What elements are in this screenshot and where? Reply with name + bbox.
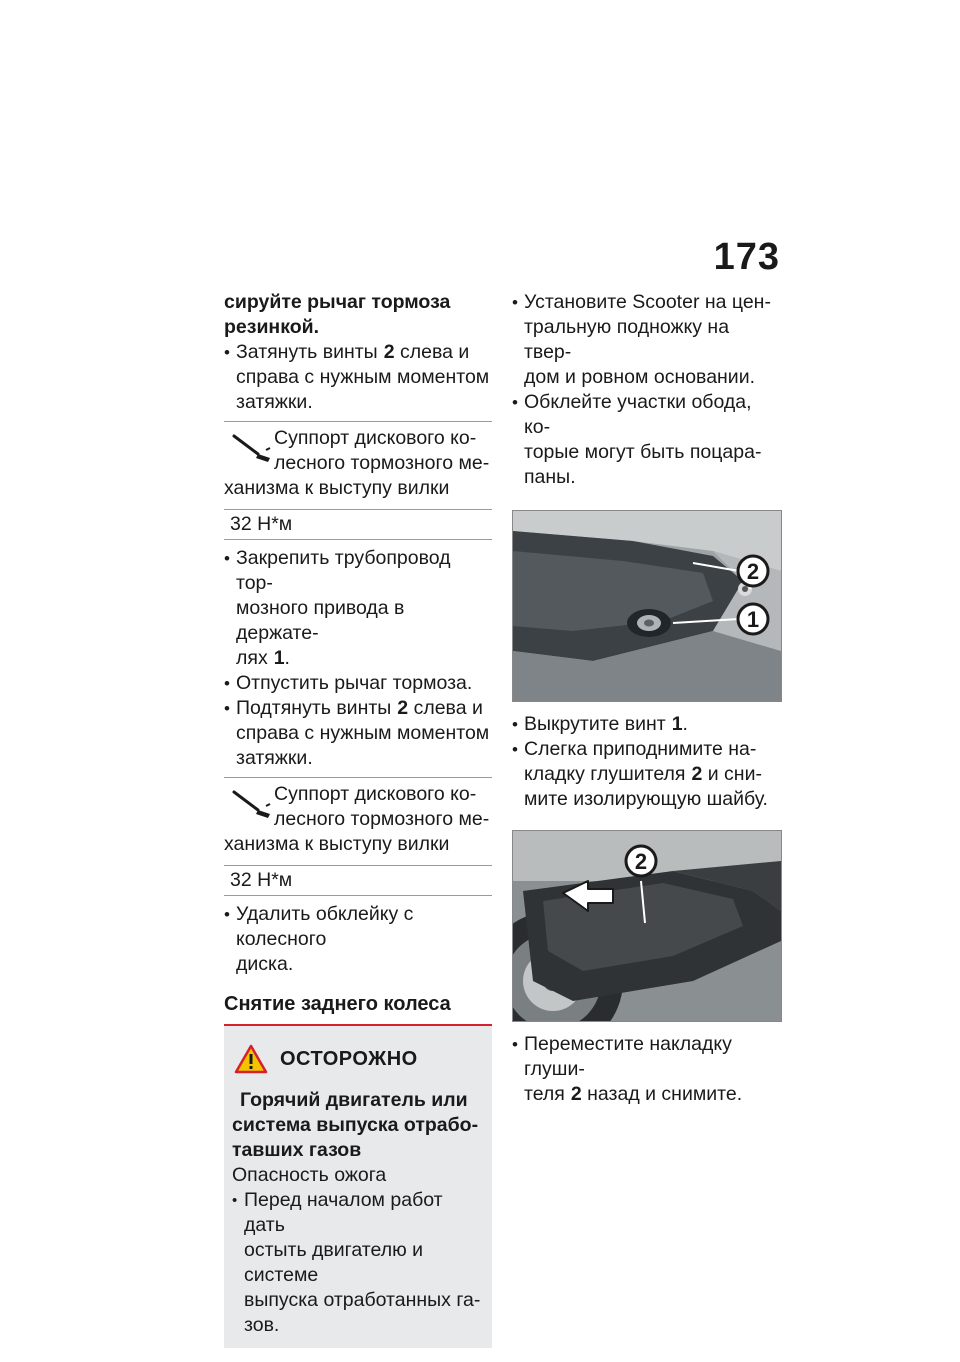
warning-bullet: • Перед началом работ дать остыть двигателю и системе выпуска отработанных га- зов.	[232, 1188, 484, 1338]
ref-number: 2	[570, 1083, 582, 1105]
torque-value: 32 Н*м	[224, 509, 492, 539]
step-retighten-screws: • Подтянуть винты 2 слева и справа с нужным моментом затяжки.	[224, 696, 492, 771]
figure-muffler-cover	[512, 830, 782, 1022]
warning-heading-2: система выпуска отрабо-	[232, 1114, 479, 1136]
right-column	[512, 290, 780, 1107]
figure-muffler-screw	[512, 510, 782, 702]
step-remove-sticker: • Удалить обклейку с колесного диска.	[224, 902, 492, 977]
intro-line-1: сируйте рычаг тормоза	[224, 291, 451, 313]
torque-wrench-icon	[230, 786, 274, 820]
step-tape-rim: • Обклейте участки обода, ко- торые могут быть поцара- паны.	[512, 390, 780, 490]
callout-label: 2	[634, 849, 648, 874]
torque-wrench-icon	[230, 430, 274, 464]
callout-label: 1	[746, 607, 760, 632]
step-lift-cover: • Слегка приподнимите на- кладку глушителя 2 и сни- мите изолирующую шайбу.	[512, 737, 780, 812]
torque-spec-1: Суппорт дискового ко- лесного тормозного ме- ханизма к выступу вилки 32 Н*м	[224, 421, 492, 540]
warning-sub: Опасность ожога	[232, 1164, 387, 1186]
warning-title: ОСТОРОЖНО	[280, 1047, 418, 1070]
warning-heading-3: тавших газов	[232, 1139, 362, 1161]
ref-number: 1	[671, 713, 683, 735]
step-tighten-screws: • Затянуть винты 2 слева и справа с нужным моментом затяжки.	[224, 340, 492, 415]
left-column	[224, 290, 492, 1348]
warning-heading-1: Горячий двигатель или	[240, 1089, 468, 1111]
step-unscrew: • Выкрутите винт 1.	[512, 712, 780, 737]
warning-box	[224, 1026, 492, 1348]
intro-line-2: резинкой.	[224, 316, 320, 338]
section-title: Снятие заднего колеса	[224, 993, 492, 1026]
torque-value: 32 Н*м	[224, 865, 492, 895]
torque-spec-2: Суппорт дискового ко- лесного тормозного ме- ханизма к выступу вилки 32 Н*м	[224, 777, 492, 896]
warning-triangle-icon	[234, 1044, 268, 1074]
step-center-stand: • Установите Scooter на цен- тральную подножку на твер- дом и ровном основании.	[512, 290, 780, 390]
step-secure-brake-line: • Закрепить трубопровод тор- мозного привода в держате- лях 1.	[224, 546, 492, 671]
step-release-lever: • Отпустить рычаг тормоза.	[224, 671, 492, 696]
callout-label: 2	[746, 559, 760, 584]
step-move-cover: • Переместите накладку глуши- теля 2 назад и снимите.	[512, 1032, 780, 1107]
ref-number: 2	[383, 341, 395, 363]
page-number: 173	[713, 236, 780, 278]
muffler-cover-photo	[513, 831, 781, 1021]
ref-number: 2	[691, 763, 703, 785]
ref-number: 2	[397, 697, 409, 719]
muffler-screw-photo	[513, 511, 781, 701]
ref-number: 1	[273, 647, 285, 669]
